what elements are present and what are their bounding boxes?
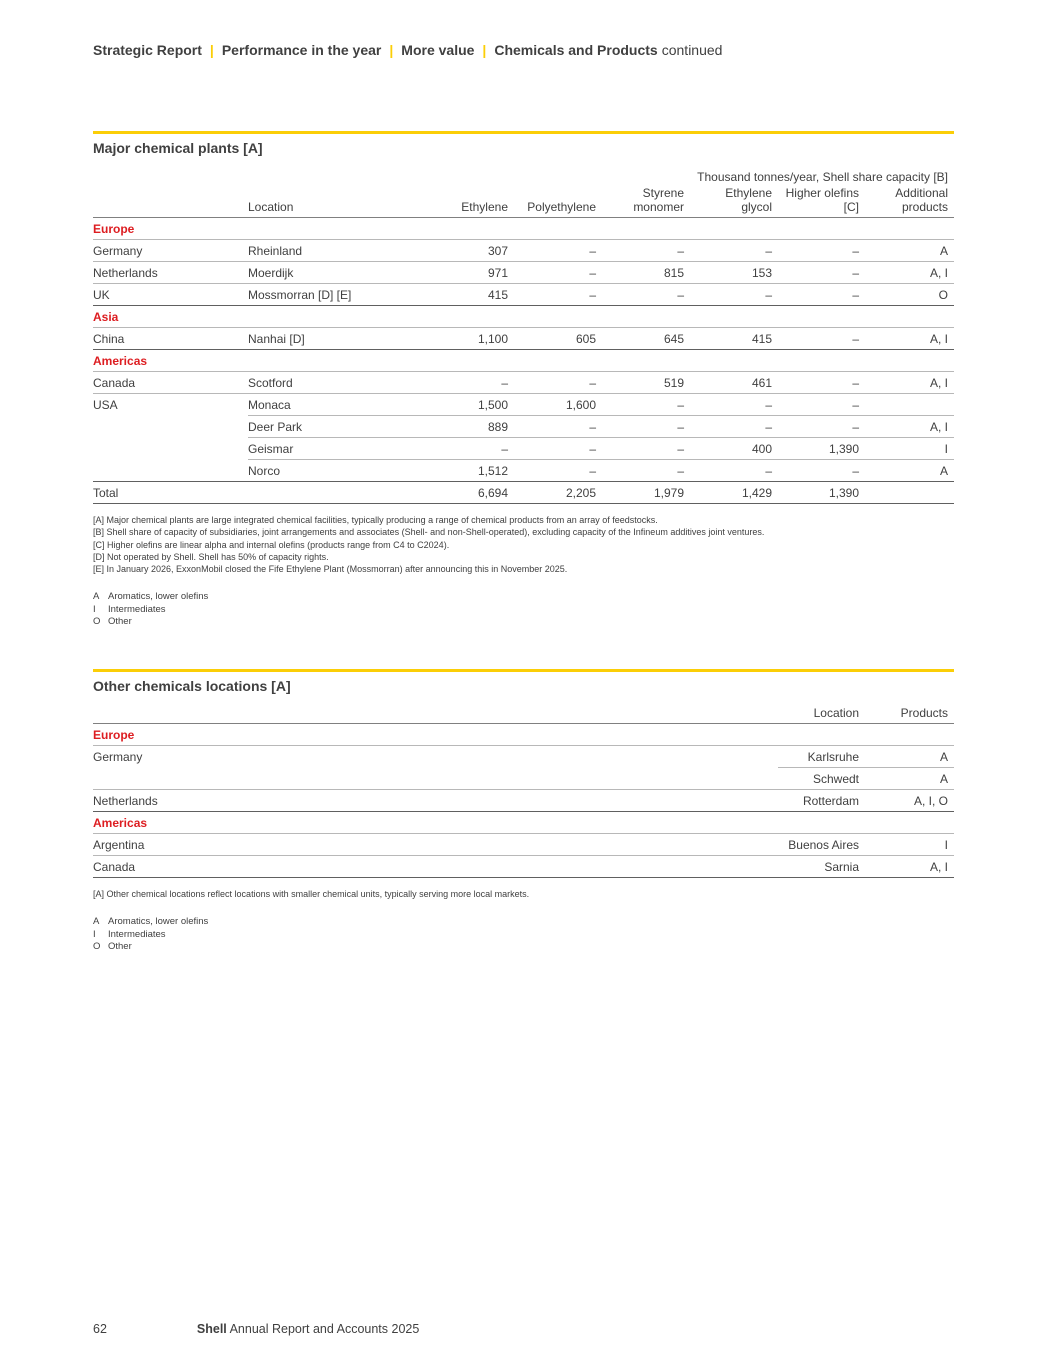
breadcrumb-separator: | [209,42,214,58]
table-row: China Nanhai [D] 1,100 605 645 415 – A, I [93,328,954,350]
legend-item: O Other [93,940,132,952]
legend-item: O Other [93,616,132,628]
col-products: Products [865,706,954,724]
breadcrumb-chemicals-products: Chemicals and Products [494,42,658,58]
legend-item: I Intermediates [93,603,166,615]
col-additional-products: Additional products [865,186,954,218]
breadcrumb-separator: | [482,42,487,58]
major-chemical-plants-section [93,131,954,628]
col-styrene: Styrene monomer [602,186,690,218]
column-headers [93,186,954,218]
breadcrumb [93,42,722,58]
footnote: [A] Major chemical plants are large integrated chemical facilities, typically producing a range of chemical products from an array of feedstocks. [93,515,658,525]
legend-item: A Aromatics, lower olefins [93,591,209,603]
legend-item: A Aromatics, lower olefins [93,916,209,928]
breadcrumb-strategic-report[interactable]: Strategic Report [93,42,202,58]
legend [93,916,954,953]
column-headers [93,706,954,724]
breadcrumb-continued: continued [661,42,723,58]
section-title: Other chemicals locations [A] [93,678,291,694]
total-row: Total 6,694 2,205 1,979 1,429 1,390 [93,482,954,504]
other-chemicals-locations-section [93,669,954,953]
table-row: UK Mossmorran [D] [E] 415 – – – – O [93,284,954,306]
region-asia: Asia [93,306,954,328]
other-locations-table [93,706,954,878]
table-row: Netherlands Rotterdam A, I, O [93,790,954,812]
footnote: [C] Higher olefins are linear alpha and internal olefins (products range from C4 to C2024). [93,539,450,550]
footnote: [A] Other chemical locations reflect locations with smaller chemical units, typically serving more local markets. [93,889,530,899]
table-row: Norco 1,512 – – – – A [93,460,954,482]
page-footer [93,1322,419,1336]
region-row [93,218,954,240]
footnotes [93,888,954,900]
section-top-rule [93,669,954,672]
footnote: [B] Shell share of capacity of subsidiaries, joint arrangements and associates (Shell- and non-Shell-operated), excluding capacity of the Infineum additives joint ventures. [93,527,765,538]
brand-name: Shell [196,1322,227,1336]
footnotes [93,514,954,575]
table-row: Schwedt A [93,768,954,790]
major-plants-table [93,166,954,504]
breadcrumb-more-value[interactable]: More value [401,42,475,58]
table-row: Germany Karlsruhe A [93,746,954,768]
section-title: Major chemical plants [A] [93,140,263,156]
col-ethylene-glycol: Ethylene glycol [690,186,778,218]
page-number: 62 [93,1322,107,1336]
region-row [93,724,954,746]
section-top-rule [93,131,954,134]
total-label: Total [93,482,248,504]
region-europe: Europe [93,218,954,240]
region-americas: Americas [93,812,954,834]
table-row: Deer Park 889 – – – – A, I [93,416,954,438]
table-row: Geismar – – – 400 1,390 I [93,438,954,460]
table-row: Canada Sarnia A, I [93,856,954,878]
col-polyethylene: Polyethylene [514,186,602,218]
col-ethylene: Ethylene [427,186,514,218]
breadcrumb-separator: | [389,42,394,58]
table-row: Argentina Buenos Aires I [93,834,954,856]
legend-item: I Intermediates [93,928,166,940]
region-americas: Americas [93,350,954,372]
breadcrumb-performance[interactable]: Performance in the year [221,42,382,58]
region-europe: Europe [93,724,954,746]
region-row [93,812,954,834]
col-location: Location [248,186,427,218]
region-row [93,350,954,372]
table-row: Netherlands Moerdijk 971 – 815 153 – A, I [93,262,954,284]
report-title: Annual Report and Accounts 2025 [229,1322,420,1336]
legend [93,591,954,628]
col-higher-olefins: Higher olefins [C] [778,186,865,218]
col-location: Location [778,706,865,724]
table-row: Canada Scotford – – 519 461 – A, I [93,372,954,394]
unit-caption: Thousand tonnes/year, Shell share capacity [B] [697,170,948,184]
footnote: [D] Not operated by Shell. Shell has 50% of capacity rights. [93,551,329,562]
footnote: [E] In January 2026, ExxonMobil closed the Fife Ethylene Plant (Mossmorran) after announcing this in November 2025. [93,564,568,575]
table-row: USA Monaca 1,500 1,600 – – – [93,394,954,416]
table-row: Germany Rheinland 307 – – – – A [93,240,954,262]
region-row [93,306,954,328]
